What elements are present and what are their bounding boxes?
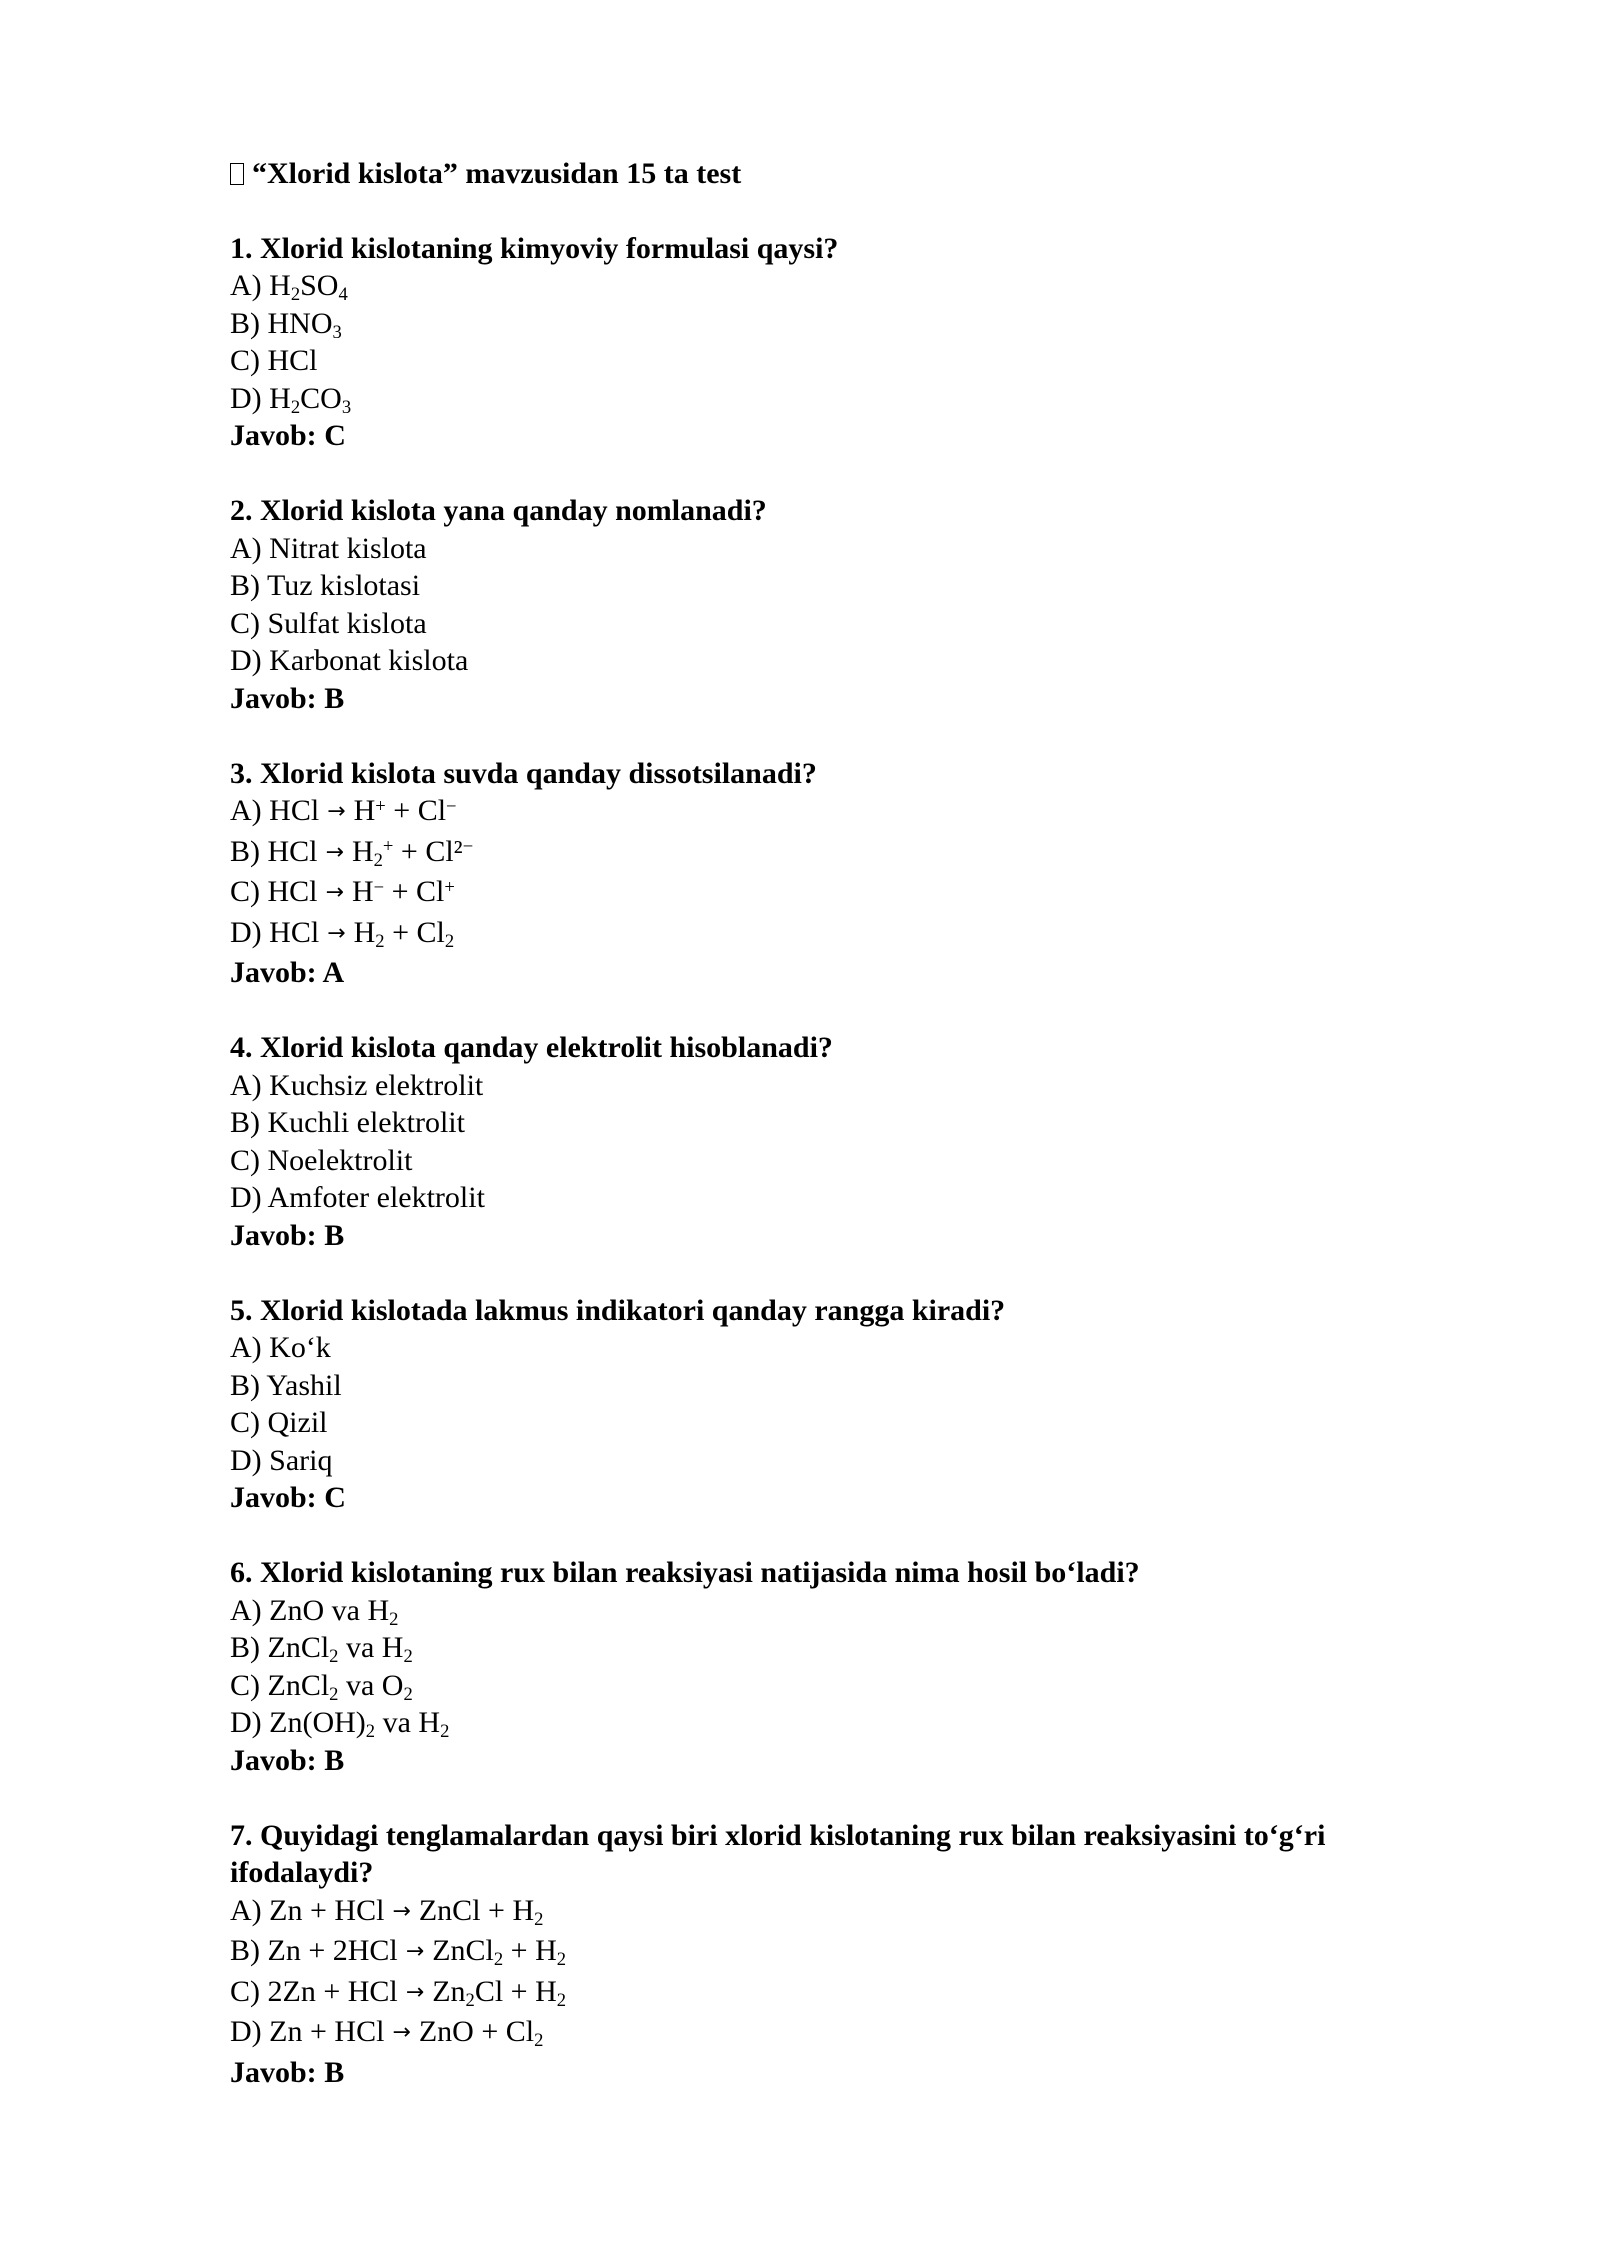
answer-value: A — [322, 956, 345, 989]
question-text: 1. Xlorid kislotaning kimyoviy formulasi qaysi? — [230, 231, 839, 265]
option-letter: C) — [230, 1406, 268, 1439]
question-block-2 — [230, 492, 1460, 717]
option-text: Noelektrolit — [267, 1143, 413, 1177]
option-text: + Cl — [385, 794, 447, 827]
option-letter: D) — [230, 1181, 268, 1214]
question-block-7 — [230, 1817, 1460, 2092]
option-text: + Cl — [384, 915, 445, 949]
answer-option — [230, 1629, 1460, 1667]
option-text: Sulfat kislota — [267, 606, 427, 640]
subscript: 2 — [329, 1646, 339, 1668]
option-text: ZnCl — [267, 1668, 330, 1702]
question-block-5 — [230, 1292, 1460, 1517]
reaction-arrow-icon: → — [325, 839, 344, 865]
question-block-3 — [230, 755, 1460, 992]
option-text: Kuchli elektrolit — [267, 1106, 465, 1139]
subscript: 2 — [534, 2030, 544, 2052]
option-text: Cl + H — [474, 1974, 557, 2008]
option-letter: B) — [230, 1934, 268, 1967]
subscript: 2 — [534, 1908, 544, 1930]
option-text: HCl — [269, 794, 320, 827]
answer-option — [230, 1892, 1460, 1933]
option-text: H — [269, 269, 291, 302]
answer-option — [230, 1142, 1460, 1180]
option-letter: C) — [230, 1974, 268, 2008]
reaction-arrow-icon: → — [405, 1939, 425, 1964]
subscript: 2 — [389, 1608, 399, 1630]
question-text: 5. Xlorid kislotada lakmus indikatori qanday rangga kiradi? — [230, 1293, 1006, 1327]
answer-option — [230, 914, 1460, 955]
option-text: 2Zn + HCl — [267, 1974, 398, 2008]
option-letter: B) — [230, 834, 268, 868]
option-text: HCl — [267, 875, 318, 908]
option-text: ZnCl — [432, 1934, 494, 1967]
option-text: + Cl² — [393, 834, 463, 868]
answer-key — [230, 954, 1460, 992]
subscript: 2 — [373, 849, 383, 871]
answer-option — [230, 267, 1460, 305]
answer-option — [230, 642, 1460, 680]
answer-label: Javob: — [230, 1481, 325, 1514]
reaction-arrow-icon: → — [405, 1979, 425, 2005]
option-text: va H — [338, 1631, 404, 1664]
option-letter: B) — [230, 306, 268, 340]
option-letter: C) — [230, 344, 268, 377]
subscript: 2 — [444, 930, 455, 952]
superscript: − — [446, 795, 457, 817]
option-text: H — [353, 915, 376, 949]
option-letter: D) — [230, 1706, 270, 1739]
option-text: Kuchsiz elektrolit — [269, 1068, 484, 1102]
answer-key — [230, 1217, 1460, 1255]
answer-option — [230, 1104, 1460, 1142]
question-text: 2. Xlorid kislota yana qanday nomlanadi? — [230, 494, 767, 527]
reaction-arrow-icon: → — [392, 2020, 411, 2045]
option-letter: C) — [230, 1143, 268, 1177]
option-text: H — [351, 834, 374, 868]
answer-option — [230, 380, 1460, 418]
option-letter: D) — [230, 915, 270, 949]
subscript: 2 — [329, 1683, 339, 1705]
answer-option — [230, 1973, 1460, 2014]
option-letter: C) — [230, 606, 268, 640]
option-text: Zn + HCl — [269, 2015, 385, 2048]
answer-option — [230, 605, 1460, 643]
option-letter: A) — [230, 269, 270, 302]
option-text: Qizil — [267, 1406, 328, 1439]
answer-label: Javob: — [230, 419, 325, 452]
option-text: Yashil — [266, 1368, 342, 1402]
subscript: 3 — [341, 396, 352, 418]
option-text: ZnCl + H — [418, 1893, 535, 1927]
answer-key — [230, 417, 1460, 455]
answer-option — [230, 792, 1460, 833]
answer-option — [230, 1367, 1460, 1405]
superscript: + — [382, 836, 394, 858]
question-text: 6. Xlorid kislotaning rux bilan reaksiyasi natijasida nima hosil bo‘ladi? — [230, 1556, 1140, 1589]
answer-option — [230, 1067, 1460, 1105]
answer-label: Javob: — [230, 1743, 325, 1777]
option-letter: A) — [230, 531, 270, 565]
option-text: HCl — [267, 344, 318, 377]
subscript: 2 — [440, 1721, 450, 1743]
subscript: 2 — [290, 396, 301, 418]
superscript: + — [444, 876, 455, 898]
option-letter: A) — [230, 1331, 270, 1364]
question-text: 7. Quyidagi tenglamalardan qaysi biri xlorid kislotaning rux bilan reaksiyasini to‘g‘ri ifodalaydi? — [230, 1818, 1326, 1889]
reaction-arrow-icon: → — [392, 1898, 411, 1924]
answer-option — [230, 1404, 1460, 1442]
option-text: ZnO + Cl — [418, 2015, 535, 2048]
option-text: + Cl — [384, 875, 445, 908]
option-letter: C) — [230, 1668, 268, 1702]
option-text: H — [353, 794, 376, 827]
option-text: Zn(OH) — [269, 1706, 366, 1739]
subscript: 2 — [290, 284, 301, 306]
option-letter: D) — [230, 381, 270, 415]
answer-option — [230, 567, 1460, 605]
answer-value: B — [324, 1218, 345, 1252]
option-text: Zn + 2HCl — [267, 1934, 398, 1967]
answer-option — [230, 1442, 1460, 1480]
option-text: Ko‘k — [269, 1331, 331, 1364]
subscript: 2 — [375, 930, 385, 952]
answer-value: B — [324, 681, 345, 715]
option-text: H — [269, 381, 291, 415]
option-text: Zn + HCl — [269, 1893, 385, 1927]
answer-key — [230, 2054, 1460, 2092]
option-text: Amfoter elektrolit — [267, 1181, 485, 1214]
option-text: Karbonat kislota — [269, 644, 469, 677]
reaction-arrow-icon: → — [327, 920, 346, 946]
option-text: Tuz kislotasi — [266, 569, 421, 602]
question-block-4 — [230, 1029, 1460, 1254]
option-text: ZnO va H — [269, 1593, 390, 1627]
subscript: 2 — [556, 1949, 567, 1971]
option-letter: C) — [230, 875, 268, 908]
option-text: Zn — [432, 1974, 466, 2008]
option-text: CO — [300, 381, 342, 415]
option-letter: B) — [230, 1106, 268, 1139]
option-text: Nitrat kislota — [269, 531, 427, 565]
option-text: Sariq — [269, 1443, 333, 1477]
question-text: 4. Xlorid kislota qanday elektrolit hisoblanadi? — [230, 1031, 833, 1064]
document-title-text: “Xlorid kislota” mavzusidan 15 ta test — [252, 157, 742, 190]
option-letter: A) — [230, 1893, 270, 1927]
option-text: + H — [503, 1934, 557, 1967]
option-text: HCl — [267, 834, 318, 868]
answer-key — [230, 1742, 1460, 1780]
option-letter: A) — [230, 1593, 270, 1627]
answer-value: B — [324, 1743, 345, 1777]
option-text: va O — [338, 1668, 404, 1702]
answer-option — [230, 833, 1460, 874]
answer-option — [230, 1704, 1460, 1742]
answer-option — [230, 342, 1460, 380]
missing-glyph-box-icon — [230, 163, 244, 185]
subscript: 2 — [465, 1989, 475, 2011]
answer-label: Javob: — [230, 2055, 325, 2089]
answer-option — [230, 1179, 1460, 1217]
answer-option — [230, 1932, 1460, 1973]
option-letter: D) — [230, 2015, 270, 2048]
answer-option — [230, 305, 1460, 343]
answer-key — [230, 1479, 1460, 1517]
subscript: 3 — [332, 321, 342, 343]
option-letter: B) — [230, 1631, 268, 1664]
question-block-6 — [230, 1554, 1460, 1779]
option-text: SO — [300, 269, 339, 302]
subscript: 4 — [338, 284, 348, 306]
answer-label: Javob: — [230, 681, 325, 715]
superscript: − — [462, 836, 474, 858]
question-list — [230, 230, 1460, 2092]
option-letter: D) — [230, 1443, 270, 1477]
subscript: 2 — [365, 1721, 376, 1743]
answer-option — [230, 873, 1460, 914]
answer-option — [230, 1592, 1460, 1630]
answer-option — [230, 1667, 1460, 1705]
superscript: − — [373, 876, 385, 898]
option-letter: B) — [230, 569, 267, 602]
subscript: 2 — [403, 1646, 413, 1668]
subscript: 2 — [403, 1683, 413, 1705]
option-letter: B) — [230, 1368, 267, 1402]
option-letter: A) — [230, 794, 270, 827]
reaction-arrow-icon: → — [327, 799, 346, 824]
answer-option — [230, 2013, 1460, 2054]
answer-value: C — [324, 1481, 346, 1514]
answer-value: C — [324, 419, 346, 452]
document-page — [230, 155, 1460, 2129]
option-text: ZnCl — [267, 1631, 330, 1664]
answer-key — [230, 680, 1460, 718]
answer-label: Javob: — [230, 956, 323, 989]
option-letter: D) — [230, 644, 270, 677]
option-text: HNO — [267, 306, 333, 340]
question-text: 3. Xlorid kislota suvda qanday dissotsilanadi? — [230, 756, 817, 790]
document-title — [230, 155, 1460, 193]
subscript: 2 — [556, 1989, 567, 2011]
question-block-1 — [230, 230, 1460, 455]
option-text: H — [351, 875, 374, 908]
option-letter: A) — [230, 1068, 270, 1102]
option-text: va H — [375, 1706, 441, 1739]
superscript: + — [375, 795, 386, 817]
subscript: 2 — [493, 1949, 504, 1971]
answer-value: B — [324, 2055, 345, 2089]
answer-option — [230, 1329, 1460, 1367]
answer-label: Javob: — [230, 1218, 325, 1252]
reaction-arrow-icon: → — [325, 880, 344, 905]
option-text: HCl — [269, 915, 320, 949]
answer-option — [230, 530, 1460, 568]
